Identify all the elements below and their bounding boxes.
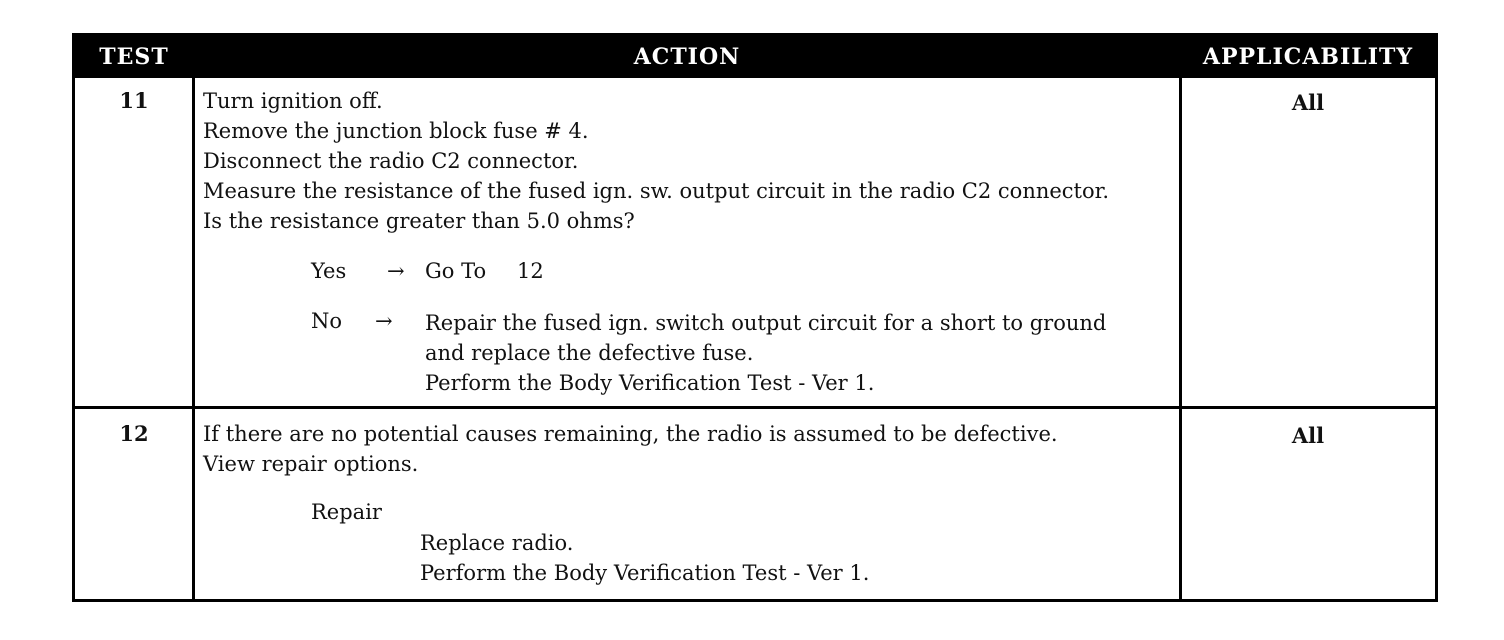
column-divider [1179, 78, 1182, 599]
action-steps [203, 86, 1109, 236]
goto-label: Go To [425, 259, 487, 283]
instruction-line: Perform the Body Verification Test - Ver 1. [425, 371, 875, 395]
action-step: Disconnect the radio C2 connector. [203, 149, 579, 173]
diagnostic-test-table [72, 33, 1438, 602]
action-step: View repair options. [203, 452, 419, 476]
action-step: Measure the resistance of the fused ign. sw. output circuit in the radio C2 connector. [203, 179, 1110, 203]
applicability-value: All [1291, 423, 1325, 448]
action-step: Turn ignition off. [203, 89, 383, 113]
header-action: ACTION [633, 44, 741, 70]
instruction-line: Repair the fused ign. switch output circuit for a short to ground [425, 311, 1107, 335]
no-label: No [311, 309, 343, 333]
test-number: 11 [119, 88, 149, 113]
action-step: Is the resistance greater than 5.0 ohms? [203, 209, 635, 233]
instruction-line: and replace the defective fuse. [425, 341, 754, 365]
no-instructions [425, 308, 1106, 398]
test-number: 12 [119, 421, 149, 446]
instruction-line: Replace radio. [420, 531, 574, 555]
arrow-icon: → [375, 309, 393, 333]
yes-label: Yes [311, 259, 347, 283]
row-divider [75, 406, 1435, 409]
applicability-value: All [1291, 90, 1325, 115]
column-divider [192, 78, 195, 599]
action-step: Remove the junction block fuse # 4. [203, 119, 589, 143]
goto-target: 12 [517, 259, 544, 283]
header-applicability: APPLICABILITY [1202, 44, 1414, 70]
action-step: If there are no potential causes remaining, the radio is assumed to be defective. [203, 422, 1058, 446]
repair-label: Repair [311, 500, 382, 524]
repair-instructions [420, 528, 869, 588]
instruction-line: Perform the Body Verification Test - Ver 1. [420, 561, 870, 585]
action-steps [203, 419, 1058, 479]
table-header [75, 36, 1435, 78]
arrow-icon: → [387, 259, 405, 283]
header-test: TEST [99, 44, 169, 70]
